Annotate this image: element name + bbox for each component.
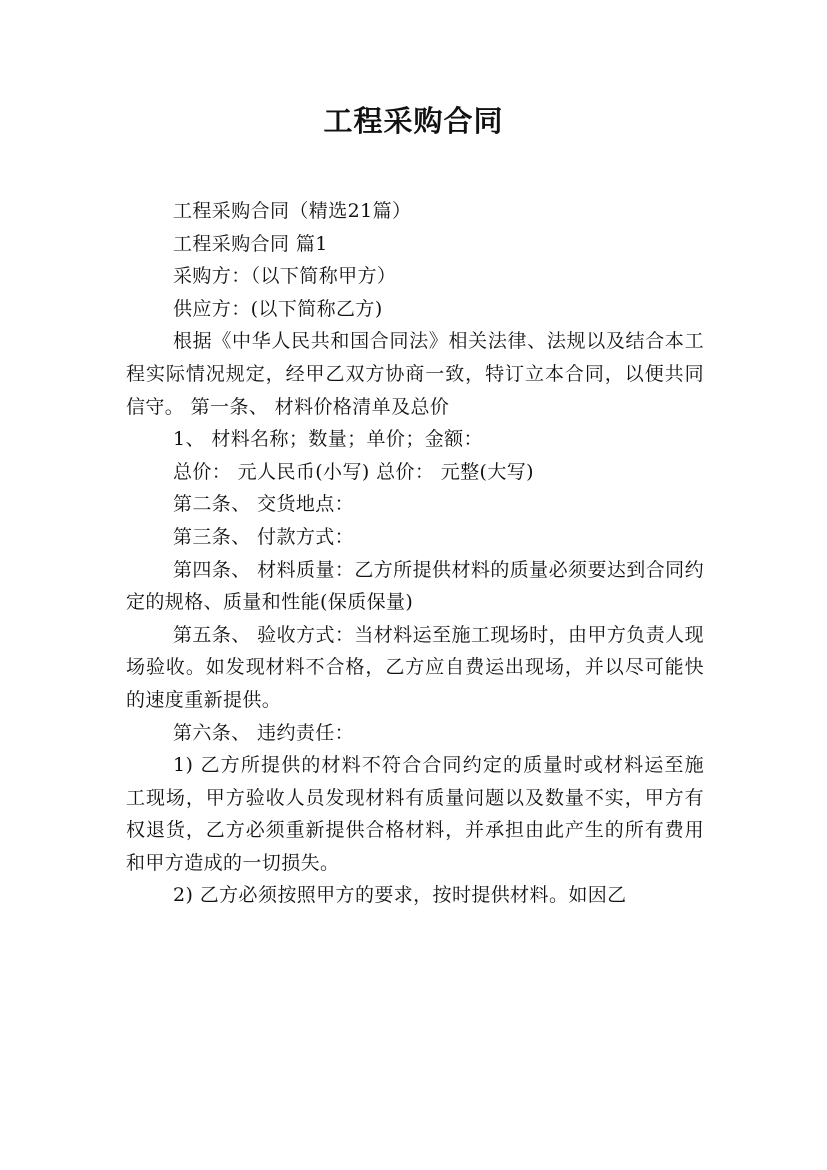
paragraph-article-3: 第三条、 付款方式： [173, 525, 355, 548]
paragraph-subtitle: 工程采购合同（精选21篇） [173, 200, 412, 222]
paragraph-clause-2: 2) 乙方必须按照甲方的要求，按时提供材料。如因乙 [173, 884, 627, 907]
paragraph-preamble: 根据《中华人民共和国合同法》相关法律、法规以及结合本工程实际情况规定，经甲乙双方协商一致，特订立本合同，以便共同信守。 第一条、 材料价格清单及总价 [126, 330, 704, 418]
paragraph-material-list: 1、 材料名称；数量；单价；金额： [173, 428, 483, 451]
paragraph-clause-1: 1) 乙方所提供的材料不符合合同约定的质量时或材料运至施工现场，甲方验收人员发现材料有质量问题以及数量不实，甲方有权退货，乙方必须重新提供合格材料，并承担由此产生的所有费用和甲方造成的一切损失。 [126, 754, 704, 874]
paragraph-article-6: 第六条、 违约责任： [173, 721, 355, 744]
paragraph-buyer: 采购方：（以下简称甲方） [173, 265, 397, 288]
paragraph-section-heading: 工程采购合同 篇1 [173, 232, 328, 255]
document-title: 工程采购合同 [323, 104, 504, 138]
document-body [126, 195, 704, 912]
paragraph-article-5: 第五条、 验收方式：当材料运至施工现场时，由甲方负责人现场验收。如发现材料不合格，乙方应自费运出现场，并以尽可能快的速度重新提供。 [126, 623, 704, 711]
paragraph-total-price: 总价： 元人民币(小写) 总价： 元整(大写) [173, 460, 534, 483]
paragraph-article-2: 第二条、 交货地点： [173, 493, 355, 516]
paragraph-article-4: 第四条、 材料质量：乙方所提供材料的质量必须要达到合同约定的规格、质量和性能(保质保量) [126, 558, 704, 614]
paragraph-supplier: 供应方：(以下简称乙方) [173, 297, 383, 320]
